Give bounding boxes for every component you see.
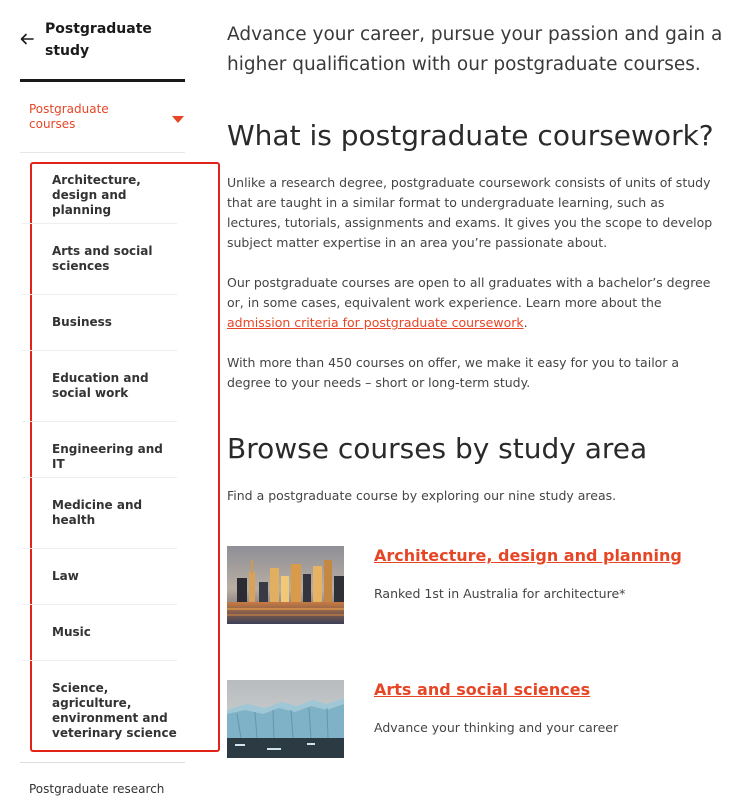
sidebar-item-education[interactable] [22, 351, 177, 422]
city-skyline-image[interactable] [227, 546, 344, 624]
browse-intro-text: Find a postgraduate course by exploring our nine study areas. [227, 488, 617, 503]
sidebar-section-label: Postgraduate research [29, 782, 165, 796]
sidebar-section-label: Postgraduate courses [29, 102, 109, 131]
intro-text: Advance your career, pursue your passion and gain a higher qualification with our postgraduate courses. [227, 24, 723, 75]
paragraph-text: Our postgraduate courses are open to all graduates with a bachelor’s degree or, in some cases, equivalent work experience. Learn more about the [227, 275, 711, 310]
sidebar-nav [20, 0, 185, 796]
sidebar-item-law[interactable] [22, 549, 177, 605]
sidebar-item-label: Medicine and health [52, 498, 143, 527]
paragraph-admission [227, 273, 722, 333]
sidebar-item-label: Architecture, design and planning [52, 173, 141, 217]
sidebar-item-label: Law [52, 569, 79, 583]
back-link-title: Postgraduate study [45, 21, 152, 59]
sidebar-item-medicine[interactable] [22, 478, 177, 549]
paragraph-text: . [523, 315, 528, 330]
sidebar-item-label: Music [52, 625, 91, 639]
back-link[interactable] [20, 0, 185, 82]
admission-criteria-link[interactable]: admission criteria for postgraduate coursework [227, 315, 524, 330]
paragraph-courses-offer: With more than 450 courses on offer, we make it easy for you to tailor a degree to your needs – short or long-term study. [227, 355, 680, 390]
sidebar-section-postgraduate-research[interactable] [20, 762, 185, 812]
sidebar-item-label: Business [52, 315, 112, 329]
city-skyline-image-graphic [227, 546, 344, 624]
sidebar-item-engineering[interactable] [22, 422, 177, 478]
sidebar-item-label: Education and social work [52, 371, 149, 400]
course-link-arts[interactable]: Arts and social sciences [374, 680, 591, 699]
glacier-image[interactable] [227, 680, 344, 758]
sidebar-item-label: Engineering and IT [52, 442, 163, 471]
sidebar-item-science[interactable] [22, 661, 177, 750]
sidebar-item-label: Arts and social sciences [52, 244, 153, 273]
sidebar-item-architecture[interactable] [22, 164, 177, 224]
sidebar-item-label: Science, agriculture, environment and veterinary science [52, 681, 177, 740]
chevron-down-icon [172, 116, 184, 123]
study-area-list [30, 162, 220, 752]
glacier-image-graphic [227, 680, 344, 758]
sidebar-item-business[interactable] [22, 295, 177, 351]
course-card-architecture [227, 546, 737, 626]
sidebar-item-music[interactable] [22, 605, 177, 661]
sidebar-item-arts[interactable] [22, 224, 177, 295]
course-card-arts [227, 680, 737, 760]
arrow-left-icon [20, 32, 34, 46]
sidebar-section-postgraduate-courses[interactable] [20, 82, 185, 153]
course-description: Advance your thinking and your career [374, 720, 619, 735]
section-heading-browse: Browse courses by study area [227, 432, 648, 465]
course-description: Ranked 1st in Australia for architecture* [374, 586, 626, 601]
paragraph-coursework: Unlike a research degree, postgraduate coursework consists of units of study that are taught in a similar format to undergraduate learning, such as lectures, tutorials, assignments and exams. It gives you the scope to develop subject matter expertise in an area you’re passionate about. [227, 175, 713, 250]
section-heading-what: What is postgraduate coursework? [227, 119, 714, 152]
course-link-architecture[interactable]: Architecture, design and planning [374, 546, 682, 565]
